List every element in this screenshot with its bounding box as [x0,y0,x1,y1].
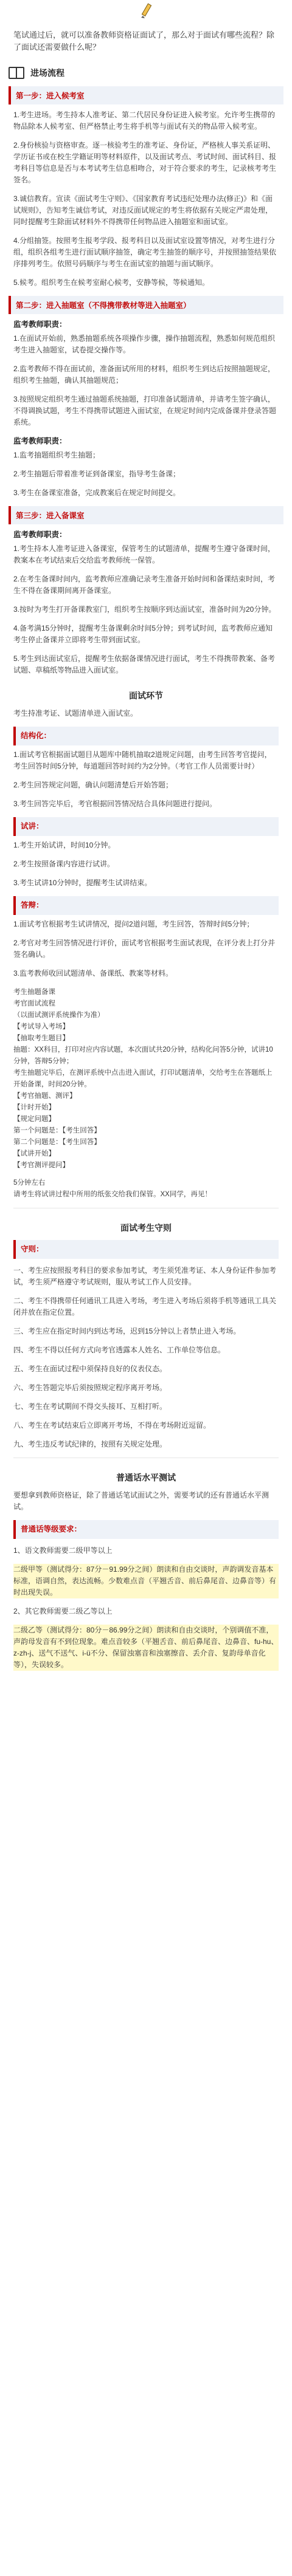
sample-line: 考官面试流程 [13,1000,55,1007]
step2-title: 第二步：进入抽题室（不得携带教材等进入抽题室） [9,296,283,314]
paragraph: 2、其它教师需要二级乙等以上 [13,1607,113,1615]
defense-title: 答辩： [13,896,279,915]
paragraph: 2.监考教师不得在面试前，准备面试所用的材料，组织考生到达后按照抽题规定，组织考生抽题，确认其抽题规范； [13,365,276,385]
paragraph: 3.考生试讲10分钟时，提醒考生试讲结束。 [13,879,152,887]
paragraph: 1.面试考官根据面试题目从题库中随机抽取2道规定问题，由考生回答考官提问，考生回答时间5分钟，每道题回答时间约为2分钟。（考官工作人员需要计时） [13,750,272,770]
trial-title: 试讲： [13,817,279,836]
paragraph: 一、考生应按照报考科目的要求参加考试，考生须凭准考证、本人身份证件参加考试，考生须严格遵守考试规则，服从考试工作人员安排。 [13,1266,277,1286]
sample-line: 请考生将试讲过程中所用的纸张交给我们保管。XX同学，再见！ [13,1191,212,1198]
paragraph: 1.考生持本人准考证进入备课室，保管考生的试题清单，提醒考生遵守备课时间，教案本在考试结束后交给监考教师统一保管。 [13,544,276,564]
sample-line: 第二个问题是：【考生回答】 [13,1139,101,1146]
sample-line: 【考官测评提问】 [13,1162,69,1169]
sample-line: 【考试导入考场】 [13,1023,69,1030]
paragraph: 3.按时为考生打开备课教室门，组织考生按顺序到达面试室，准备时间为20分钟。 [13,605,276,614]
paragraph: 3.考生在备课室准备，完成教案后在规定时间提交。 [13,488,181,497]
interview-body [13,708,279,1201]
intro-text: 笔试通过后，就可以准备教师资格证面试了，那么对于面试有哪些流程？除了面试还需要做什么呢？ [13,30,275,52]
paragraph: 3.按照规定组织考生通过抽题系统抽题，打印准备试题清单，并请考生签字确认，不得调换试题，考生不得携带试题进入面试室，在规定时间内完成备课并登录答题系统。 [13,395,277,426]
paragraph: 2.身份核验与资格审查。逐一核验考生的准考证、身份证，严格核人事关系证明、学历证书或在校生学籍证明等材料原件，以及面试考点、考试时间、面试科目、报考科目等信息是否与本考试考生信息相吻合，对于符合要求的考生，记录核考考生签名。 [13,141,277,184]
paragraph: 二级乙等（测试得分：80分－86.99分之间）朗读和自由交谈时，个别调值不准，声韵母发音有不到位现象。难点音较多（平翘舌音、前后鼻尾音、边鼻音、fu-hu、z-zh-j、送气不送气、i-ü不分、保留浊塞音和浊塞擦音、丢介音、复韵母单音化等），失误较多。 [13,1625,279,1671]
section-mandarin-title: 普通话水平测试 [116,1473,176,1482]
step3-title: 第三步：进入备课室 [9,506,283,524]
paragraph: 3.诚信教育。宣读《面试考生守则》、《国家教育考试违纪处理办法(修正)》和《面试规则》，告知考生诚信考试，对违反面试规定的考生将依据有关规定严肃处理，同时提醒考生除面试材料外不得携带任何物品进入抽题室和面试室。 [13,194,273,226]
paragraph: 3.监考教师收回试题清单、备课纸、教案等材料。 [13,969,173,978]
paragraph: 五、考生在面试过程中须保持良好的仪表仪态。 [13,1365,167,1373]
step1-body [13,109,279,289]
paragraph: 2.考官对考生回答情况进行评价，面试考官根据考生面试表现，在评分表上打分并签名确认。 [13,939,276,959]
book-icon [9,67,24,79]
subheading: 监考教师职责： [13,530,67,539]
paragraph: 要想拿到教师资格证，除了普通话笔试面试之外，需要考试的还有普通话水平测试。 [13,1491,269,1511]
paragraph: 七、考生在考试期间不得交头接耳、互相打听。 [13,1402,167,1411]
paragraph: 考生持准考证、试题清单进入面试室。 [13,709,138,718]
step1-title: 第一步：进入候考室 [9,86,283,104]
step2-body [13,319,279,499]
paragraph: 1.考生进场。考生持本人准考证、第二代居民身份证进入候考室。允许考生携带的物品除本人候考室、但严格禁止考生将手机等与面试有关的物品带入候考室。 [13,111,276,131]
paragraph: 1.监考抽题组织考生抽题； [13,451,100,459]
paragraph: 九、考生违反考试纪律的，按照有关规定处理。 [13,1440,167,1448]
sample-script [13,987,279,1201]
paragraph: 3.考生回答完毕后，考官根据回答情况结合具体问题进行提问。 [13,800,217,808]
paragraph: 二、考生不得携带任何通讯工具进入考场，考生进入考场后须将手机等通讯工具关闭并放在指定位置。 [13,1297,277,1317]
sample-line: 考生抽题备课 [13,988,55,996]
paragraph: 1、语文教师需要二级甲等以上 [13,1546,113,1555]
paragraph: 2.在考生备课时间内，监考教师应准确记录考生准备开始时间和备课结束时间，考生不得在备课期间离开备课室。 [13,575,276,595]
paragraph: 三、考生应在指定时间内到达考场，迟到15分钟以上者禁止进入考场。 [13,1327,241,1335]
paragraph: 八、考生在考试结束后立即离开考场，不得在考场附近逗留。 [13,1421,211,1430]
paragraph: 六、考生答题完毕后须按照规定程序离开考场。 [13,1383,167,1392]
sample-line: 5分钟左右 [13,1179,46,1187]
step3-body [13,529,279,676]
paragraph: 1.面试考官根据考生试讲情况，提问2道问题，考生回答，答辩时间5分钟； [13,920,254,928]
sample-line: 【计时开始】 [13,1104,55,1111]
sample-line: 抽题：XX科目，打印对应内容试题，本次面试共20分钟，结构化问答5分钟，试讲10分钟，答辩5分钟； [13,1046,273,1065]
subheading: 监考教师职责： [13,437,67,445]
paragraph: 二级甲等（测试得分：87分－91.99分之间）朗读和自由交谈时，声韵调发音基本标准，语调自然，表达流畅。少数难点音（平翘舌音、前后鼻尾音、边鼻音等）有时出现失误。 [13,1564,279,1598]
rules-title: 守则： [13,1240,279,1259]
sample-line: 【抽取考生题目】 [13,1035,69,1042]
section-title: 进场流程 [30,68,64,78]
section-interview-title: 面试环节 [129,691,163,701]
mandarin-body [13,1490,279,1671]
sample-line: 【试讲开始】 [13,1150,55,1157]
paragraph: 4.分组抽签。按照考生报考学段、报考科目以及面试室设置等情况，对考生进行分组，组织各组考生进行面试顺序抽签，确定考生抽签的顺序号，并按照抽签结果依序排列考生。依照号码顺序与考生在面试室的抽题与面试顺序。 [13,236,277,268]
section-rules-title: 面试考生守则 [120,1223,172,1233]
paragraph: 4.备考满15分钟时，提醒考生备课剩余时间5分钟；到考试时间，监考教师应通知考生停止备课并立即将考生带到面试室。 [13,624,273,644]
levels-title: 普通话等级要求： [13,1520,279,1539]
paragraph: 5.考生到达面试室后，提醒考生依据备课情况进行面试，考生不得携带教案、备考试题、草稿纸等物品进入面试室。 [13,654,276,674]
sample-line: （以面试测评系统操作为准） [13,1012,105,1019]
structured-title: 结构化： [13,727,279,745]
paragraph: 5.候考。组织考生在候考室耐心候考，安静等候，等候通知。 [13,278,210,287]
paragraph: 1.在面试开始前，熟悉抽题系统各项操作步骤，操作抽题流程，熟悉如何规范组织考生进入抽题室，试卷提交操作等。 [13,334,276,354]
rules-body [13,1240,279,1450]
sample-line: 第一个问题是：【考生回答】 [13,1127,101,1134]
paragraph: 四、考生不得以任何方式向考官透露本人姓名、工作单位等信息。 [13,1346,226,1354]
paragraph: 2.考生回答规定问题，确认问题清楚后开始答题； [13,781,173,789]
paragraph: 2.考生抽题后带着准考证到备课室，指导考生备课； [13,470,181,478]
sample-line: 考生抽题完毕后，在测评系统中点击进入面试，打印试题清单，交给考生在答题纸上开始备课，时间20分钟。 [13,1069,273,1088]
section-entry-title [9,67,292,79]
paragraph: 2.考生按照备课内容进行试讲。 [13,860,115,868]
paragraph: 1.考生开始试讲，时间10分钟。 [13,841,116,849]
pencil-icon [137,2,155,19]
subheading: 监考教师职责： [13,320,67,329]
content [0,55,292,1678]
sample-line: 【考官抽题、测评】 [13,1092,77,1100]
sample-line: 【规定问题】 [13,1115,55,1123]
